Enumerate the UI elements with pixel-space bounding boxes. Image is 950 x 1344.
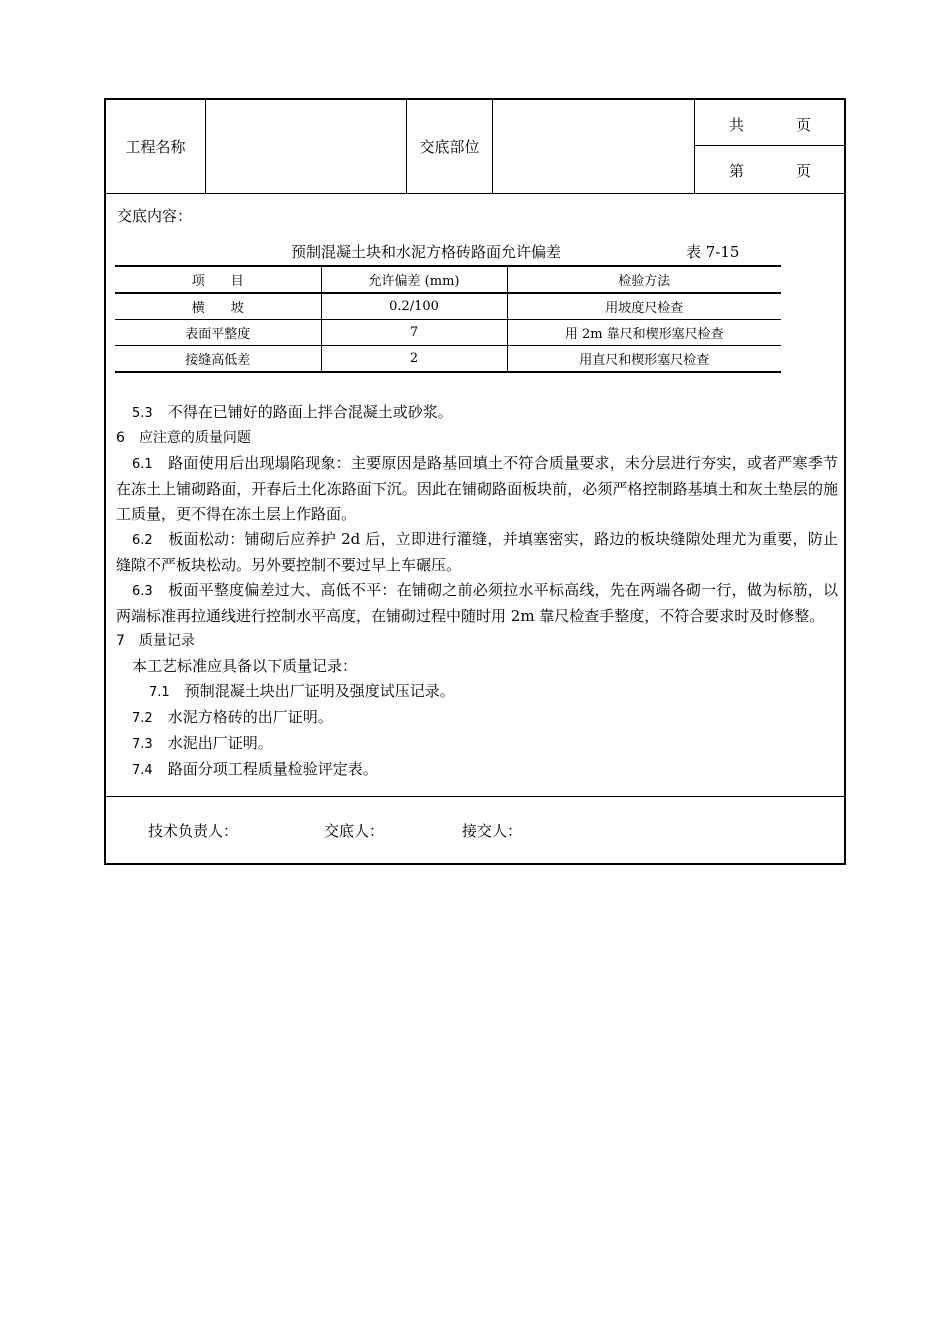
table-row	[115, 320, 781, 346]
total-unit: 页	[796, 116, 812, 134]
table-header-cell: 项 目	[115, 266, 321, 293]
table-cell: 用坡度尺检查	[507, 293, 781, 320]
table-cell: 7	[321, 320, 507, 346]
content-label: 交底内容：	[117, 207, 193, 225]
paragraph: 6.1 路面使用后出现塌陷现象：主要原因是路基回填土不符合质量要求，未分层进行夯实，或者严寒季节在冻土上铺砌路面，开春后土化冻路面下沉。因此在铺砌路面板块前，必须严格控制路基填土和灰土垫层的施工质量，更不得在冻土层上作路面。	[116, 454, 838, 523]
section-heading: 6 应注意的质量问题	[116, 430, 251, 446]
paragraph: 5.3 不得在已铺好的路面上拌合混凝土或砂浆。	[132, 403, 453, 421]
table-cell: 用 2m 靠尺和楔形塞尺检查	[507, 320, 781, 346]
body-text	[116, 400, 838, 783]
paragraph: 6.3 板面平整度偏差过大、高低不平：在铺砌之前必须拉水平标高线，先在两端各砌一行，做为标筋，以两端标准再拉通线进行控制水平高度，在铺砌过程中随时用 2m 靠尺检查手整度，不符合要求时及时修整。	[116, 581, 838, 625]
deviation-table	[115, 265, 781, 373]
table-cell: 表面平整度	[115, 320, 321, 346]
table-number: 表 7-15	[686, 243, 740, 261]
table-cell: 用直尺和楔形塞尺检查	[507, 346, 781, 373]
paragraph: 7.1 预制混凝土块出厂证明及强度试压记录。	[149, 682, 455, 700]
page-number-cell	[695, 146, 844, 193]
table-cell: 接缝高低差	[115, 346, 321, 373]
handover-form	[104, 98, 846, 865]
page-label: 第	[729, 162, 745, 180]
paragraph: 7.3 水泥出厂证明。	[132, 734, 273, 752]
section-heading: 7 质量记录	[116, 633, 195, 649]
form-header	[106, 100, 844, 194]
table-title: 预制混凝土块和水泥方格砖路面允许偏差	[291, 243, 562, 261]
paragraph: 6.2 板面松动：铺砌后应养护 2d 后，立即进行灌缝，并填塞密实，路边的板块缝隙处理尤为重要，防止缝隙不严板块松动。另外要控制不要过早上车碾压。	[116, 530, 838, 574]
total-label: 共	[729, 116, 745, 134]
handover-content	[106, 193, 844, 797]
tech-lead-label: 技术负责人：	[148, 822, 239, 840]
table-header-cell: 检验方法	[507, 266, 781, 293]
project-name-value	[206, 100, 407, 193]
page-unit: 页	[796, 162, 812, 180]
handover-part-value	[493, 100, 695, 193]
table-header-row	[115, 266, 781, 293]
total-pages-cell	[695, 100, 844, 146]
handover-part-label: 交底部位	[407, 100, 493, 193]
table-header-cell: 允许偏差 (mm)	[321, 266, 507, 293]
table-cell: 横 坡	[115, 293, 321, 320]
table-cell: 0.2/100	[321, 293, 507, 320]
paragraph: 7.2 水泥方格砖的出厂证明。	[132, 708, 333, 726]
project-name-label: 工程名称	[106, 100, 206, 193]
handover-by-label: 交底人：	[324, 822, 385, 840]
table-cell: 2	[321, 346, 507, 373]
receiver-label: 接交人：	[462, 822, 523, 840]
table-row	[115, 293, 781, 320]
table-row	[115, 346, 781, 373]
paragraph: 本工艺标准应具备以下质量记录：	[132, 657, 358, 675]
paragraph: 7.4 路面分项工程质量检验评定表。	[132, 760, 378, 778]
